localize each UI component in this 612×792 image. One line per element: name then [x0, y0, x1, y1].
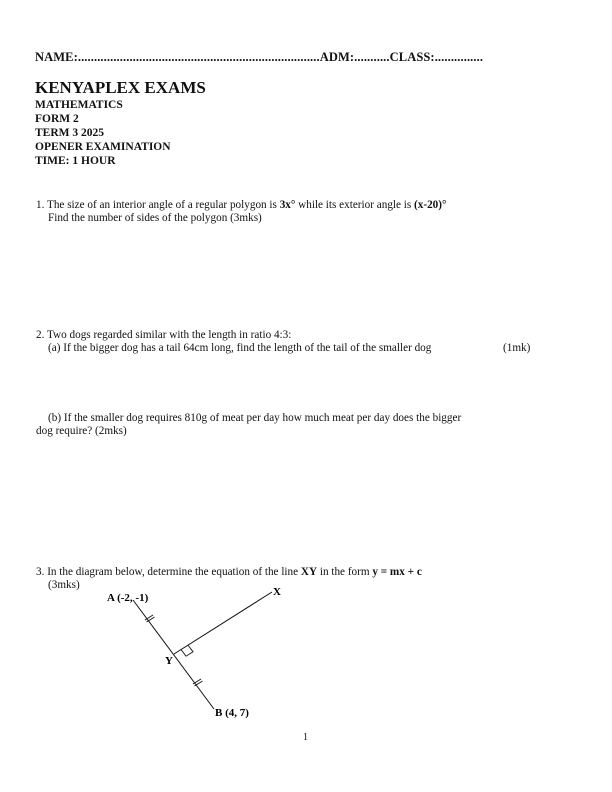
adm-field[interactable]: ........... [354, 50, 390, 64]
line-xy [174, 592, 272, 654]
question-3: 3. In the diagram below, determine the equation of the line XY in the form y = mx + c [36, 566, 422, 578]
exam-time: TIME: 1 HOUR [35, 155, 116, 167]
question-number: 1. [36, 199, 45, 211]
question-1-line-2: Find the number of sides of the polygon (3mks) [48, 212, 262, 224]
question-number: 3. [36, 566, 45, 578]
name-field[interactable]: ........................................................................... [77, 50, 320, 64]
term: TERM 3 2025 [35, 127, 104, 139]
name-label: NAME: [35, 50, 78, 64]
line-ab [133, 600, 214, 709]
equal-tick [193, 679, 201, 684]
question-2a: (a) If the bigger dog has a tail 64cm long, find the length of the tail of the smaller dog [48, 342, 432, 354]
right-angle-marker [181, 645, 193, 656]
exam-type: OPENER EXAMINATION [35, 141, 171, 153]
adm-label: ADM: [319, 50, 355, 64]
form: FORM 2 [35, 113, 79, 125]
label-b: B (4, 7) [215, 707, 249, 719]
equal-tick [195, 681, 203, 686]
label-x: X [273, 586, 281, 598]
question-number: 2. [36, 329, 45, 341]
question-2b-line-2: dog require? (2mks) [36, 425, 127, 437]
question-2: 2. Two dogs regarded similar with the length in ratio 4:3: [36, 329, 292, 341]
question-2a-marks: (1mk) [503, 342, 531, 354]
class-label: CLASS: [389, 50, 435, 64]
question-1: 1. The size of an interior angle of a regular polygon is 3x° while its exterior angle is (x-20)° [36, 199, 447, 211]
question-3-marks: (3mks) [48, 579, 80, 591]
class-field[interactable]: ............... [434, 50, 484, 64]
subject: MATHEMATICS [35, 99, 123, 111]
exam-title: KENYAPLEX EXAMS [35, 78, 206, 97]
question-2b-line-1: (b) If the smaller dog requires 810g of meat per day how much meat per day does the bigger [48, 412, 462, 424]
label-y: Y [165, 655, 173, 667]
label-a: A (-2, -1) [107, 592, 149, 604]
page-number: 1 [303, 732, 308, 743]
